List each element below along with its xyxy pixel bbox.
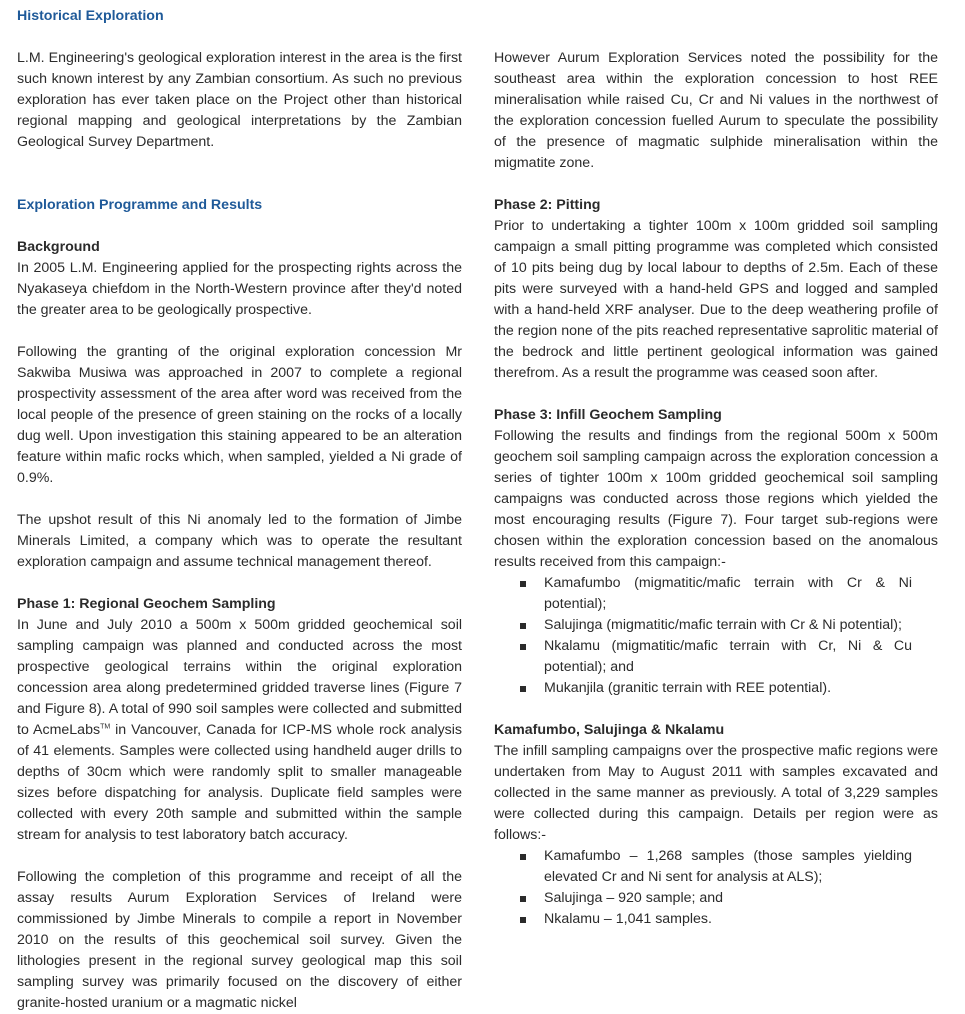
historical-exploration-heading: Historical Exploration xyxy=(17,8,164,24)
phase1-text-a: In June and July 2010 a 500m x 500m gridded geochemical soil sampling campaign was planned and conducted across the most prospective geological terrains within the original exploration concession area along predetermined gridded traverse lines (Figure 7 and Figure 8). A total of 990 soil samples were collected and submitted to AcmeLabs xyxy=(17,617,462,738)
list-item xyxy=(494,846,938,888)
square-bullet-icon xyxy=(520,581,526,587)
phase1-heading: Phase 1: Regional Geochem Sampling xyxy=(17,596,276,612)
list-item-text: Nkalamu (migmatitic/mafic terrain with Cr, Ni & Cu potential); and xyxy=(544,638,912,675)
phase3-paragraph: Following the results and findings from the regional 500m x 500m geochem soil sampling campaign across the exploration concession a series of tighter 100m x 100m gridded geochemical soil sampling campaigns was conducted across those regions which yielded the most encouraging results (Figure 7). Four target sub-regions were chosen within the exploration concession based on the anomalous results received from this campaign:- xyxy=(494,428,938,570)
list-item xyxy=(494,573,938,615)
list-item xyxy=(494,636,938,678)
background-paragraph-2: Following the granting of the original exploration concession Mr Sakwiba Musiwa was approached in 2007 to complete a regional prospectivity assessment of the area after word was received from the local people of the presence of green staining on the rocks of a locally dug well. Upon investigation this staining appeared to be an alteration feature within mafic rocks which, when sampled, yielded a Ni grade of 0.9%. xyxy=(17,344,462,486)
aurum-paragraph: However Aurum Exploration Services noted the possibility for the southeast area within the exploration concession to host REE mineralisation while raised Cu, Cr and Ni values in the northwest of the exploration concession fuelled Aurum to speculate the possibility of the presence of magmatic sulphide mineralisation within the migmatite zone. xyxy=(494,50,938,171)
phase2-paragraph: Prior to undertaking a tighter 100m x 100m gridded soil sampling campaign a small pitting programme was completed which consisted of 10 pits being dug by local labour to depths of 2.5m. Each of these pits were surveyed with a hand-held GPS and logged and sampled with a hand-held XRF analyser. Due to the deep weathering profile of the region none of the pits reached representative saprolitic material of the bedrock and little pertinent geological information was gained therefrom. As a result the programme was ceased soon after. xyxy=(494,218,938,381)
phase1-text-b: in Vancouver, Canada for ICP-MS whole rock analysis of 41 elements. Samples were collected using handheld auger drills to depths of 30cm which were randomly split to smaller manageable sizes before dispatching for analysis. Duplicate field samples were collected with every 20th sample and submitted within the sample stream for analysis to test laboratory batch accuracy. xyxy=(17,722,462,843)
programme-heading: Exploration Programme and Results xyxy=(17,197,263,213)
list-item-text: Mukanjila (granitic terrain with REE potential). xyxy=(544,680,832,696)
kamafumbo-heading: Kamafumbo, Salujinga & Nkalamu xyxy=(494,722,725,738)
sample-counts-list xyxy=(494,846,938,930)
list-item-text: Nkalamu – 1,041 samples. xyxy=(544,911,712,927)
list-item-text: Salujinga (migmatitic/mafic terrain with Cr & Ni potential); xyxy=(544,617,902,633)
square-bullet-icon xyxy=(520,623,526,629)
background-paragraph-1: In 2005 L.M. Engineering applied for the prospecting rights across the Nyakaseya chiefdom in the North-Western province after they'd noted the greater area to be geologically prospective. xyxy=(17,260,462,318)
left-column xyxy=(17,6,462,1014)
trademark-mark: TM xyxy=(100,723,111,731)
phase1-paragraph-2: Following the completion of this programme and receipt of all the assay results Aurum Exploration Services of Ireland were commissioned by Jimbe Minerals to compile a report in November 2010 on the results of this geochemical soil survey. Given the lithologies present in the regional survey geological map this soil sampling survey was primarily focused on the discovery of either granite-hosted uranium or a magmatic nickel xyxy=(17,869,462,1011)
kamafumbo-paragraph: The infill sampling campaigns over the prospective mafic regions were undertaken from May to August 2011 with samples excavated and collected in the same manner as previously. A total of 3,229 samples were collected during this campaign. Details per region were as follows:- xyxy=(494,743,938,843)
right-column xyxy=(494,6,938,930)
square-bullet-icon xyxy=(520,917,526,923)
phase3-heading: Phase 3: Infill Geochem Sampling xyxy=(494,407,722,423)
square-bullet-icon xyxy=(520,896,526,902)
list-item-text: Kamafumbo – 1,268 samples (those samples yielding elevated Cr and Ni sent for analysis at ALS); xyxy=(544,848,912,885)
square-bullet-icon xyxy=(520,686,526,692)
phase2-heading: Phase 2: Pitting xyxy=(494,197,601,213)
historical-paragraph: L.M. Engineering's geological exploration interest in the area is the first such known interest by any Zambian consortium. As such no previous exploration has ever taken place on the Project other than historical regional mapping and geological interpretations by the Zambian Geological Survey Department. xyxy=(17,50,462,150)
target-regions-list xyxy=(494,573,938,699)
list-item xyxy=(494,678,938,699)
background-paragraph-3: The upshot result of this Ni anomaly led to the formation of Jimbe Minerals Limited, a company which was to operate the resultant exploration campaign and assume technical management thereof. xyxy=(17,512,462,570)
list-item xyxy=(494,888,938,909)
list-item-text: Kamafumbo (migmatitic/mafic terrain with Cr & Ni potential); xyxy=(544,575,912,612)
square-bullet-icon xyxy=(520,644,526,650)
phase1-paragraph-1 xyxy=(17,615,462,846)
list-item xyxy=(494,909,938,930)
square-bullet-icon xyxy=(520,854,526,860)
background-heading: Background xyxy=(17,239,100,255)
list-item xyxy=(494,615,938,636)
list-item-text: Salujinga – 920 sample; and xyxy=(544,890,724,906)
